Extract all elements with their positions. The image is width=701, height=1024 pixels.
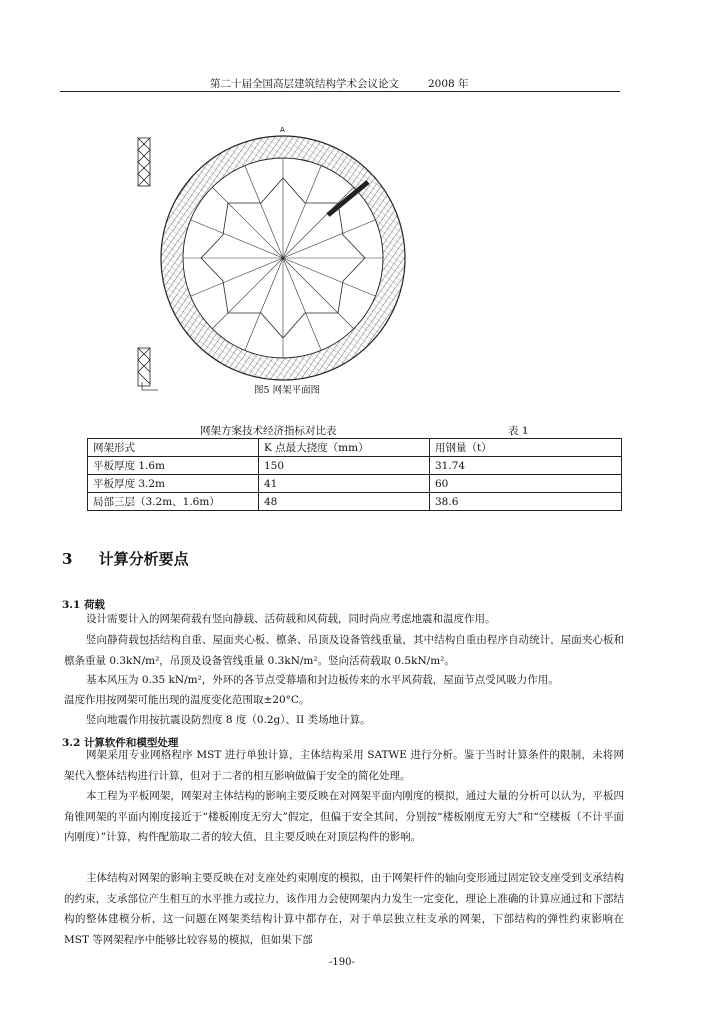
running-header bbox=[60, 76, 620, 92]
table-number: 表 1 bbox=[508, 425, 529, 437]
figure-caption: 图5 网架平面图 bbox=[254, 385, 321, 396]
section-title: 计算分析要点 bbox=[98, 550, 189, 568]
paragraph: 温度作用按网架可能出现的温度变化范围取±20°C。 bbox=[64, 694, 310, 706]
paragraph: 竖向静荷载包括结构自重、屋面夹心板、檩条、吊顶及设备管线重量，其中结构自重由程序自动统计，屋面夹心板和檩条重量 0.3kN/m²，吊顶及设备管线重量 0.3kN/m²。竖向活荷载取 0.5kN/m²。 bbox=[64, 634, 624, 667]
table-title: 网架方案技术经济指标对比表 bbox=[200, 425, 337, 437]
header-rule bbox=[60, 91, 620, 92]
table-cell: 平板厚度 1.6m bbox=[88, 457, 259, 475]
table-cell: 38.6 bbox=[430, 493, 622, 511]
tower-elevation bbox=[138, 138, 150, 386]
subsection-number: 3.2 bbox=[62, 737, 81, 749]
table-row bbox=[88, 475, 622, 493]
axis-label-a: A bbox=[280, 126, 285, 134]
table-header: K 点最大挠度（mm） bbox=[259, 439, 430, 457]
paragraph: 主体结构对网架的影响主要反映在对支座处约束刚度的模拟，由于网架杆件的轴向变形通过固定铰支座受到支承结构的约束，支承部位产生相互的水平推力或拉力，该作用力会使网架内力发生一定变化，理论上准确的计算应通过和下部结构的整体建模分析，这一问题在网架类结构计算中都存在，对于单层独立柱支承的网架，下部结构的弹性约束影响在 MST 等网架程序中能够比较容易的模拟，但如果下部 bbox=[64, 872, 624, 946]
comparison-table bbox=[87, 438, 622, 511]
paragraph: 竖向地震作用按抗震设防烈度 8 度（0.2g）、II 类场地计算。 bbox=[86, 714, 371, 726]
table-row bbox=[88, 457, 622, 475]
grid-plan-drawing bbox=[128, 120, 418, 395]
table-header-row bbox=[88, 439, 622, 457]
table-cell: 41 bbox=[259, 475, 430, 493]
section-number: 3 bbox=[62, 550, 73, 568]
table-row bbox=[88, 493, 622, 511]
table-cell: 60 bbox=[430, 475, 622, 493]
table-cell: 48 bbox=[259, 493, 430, 511]
radial-lines bbox=[183, 158, 383, 358]
table-header: 网架形式 bbox=[88, 439, 259, 457]
subsection-title: 计算软件和模型处理 bbox=[83, 737, 179, 749]
grid-plan-figure bbox=[128, 120, 418, 395]
paragraph: 设计需要计入的网架荷载有竖向静载、活荷载和风荷载，同时尚应考虑地震和温度作用。 bbox=[86, 613, 496, 625]
table-cell: 150 bbox=[259, 457, 430, 475]
paragraph: 本工程为平板网架，网架对主体结构的影响主要反映在对网架平面内刚度的模拟，通过大量的分析可以认为，平板四角锥网架的平面内刚度接近于“楼板刚度无穷大”假定，但偏于安全其间，分别按“楼板刚度无穷大”和“空楼板（不计平面内刚度）”计算，构件配筋取二者的较大值，且主要反映在对顶层构件的影响。 bbox=[64, 790, 624, 843]
paragraph: 网架采用专业网格程序 MST 进行单独计算，主体结构采用 SATWE 进行分析。鉴于当时计算条件的限制，未将网架代入整体结构进行计算，但对于二者的相互影响做偏于安全的简化处理。 bbox=[64, 749, 624, 782]
table-cell: 31.74 bbox=[430, 457, 622, 475]
table-cell: 平板厚度 3.2m bbox=[88, 475, 259, 493]
paragraph: 基本风压为 0.35 kN/m²，外环的各节点受幕墙和封边板传来的水平风荷载，屋面节点受风吸力作用。 bbox=[86, 674, 559, 686]
table-cell: 局部三层（3.2m、1.6m） bbox=[88, 493, 259, 511]
subsection-title: 荷载 bbox=[83, 599, 105, 611]
table-header: 用钢量（t） bbox=[430, 439, 622, 457]
subsection-number: 3.1 bbox=[62, 599, 81, 611]
header-year: 2008 年 bbox=[428, 78, 469, 90]
page-number: -190- bbox=[329, 957, 355, 968]
header-title: 第二十届全国高层建筑结构学术会议论文 bbox=[210, 78, 399, 90]
section-heading bbox=[62, 548, 189, 569]
